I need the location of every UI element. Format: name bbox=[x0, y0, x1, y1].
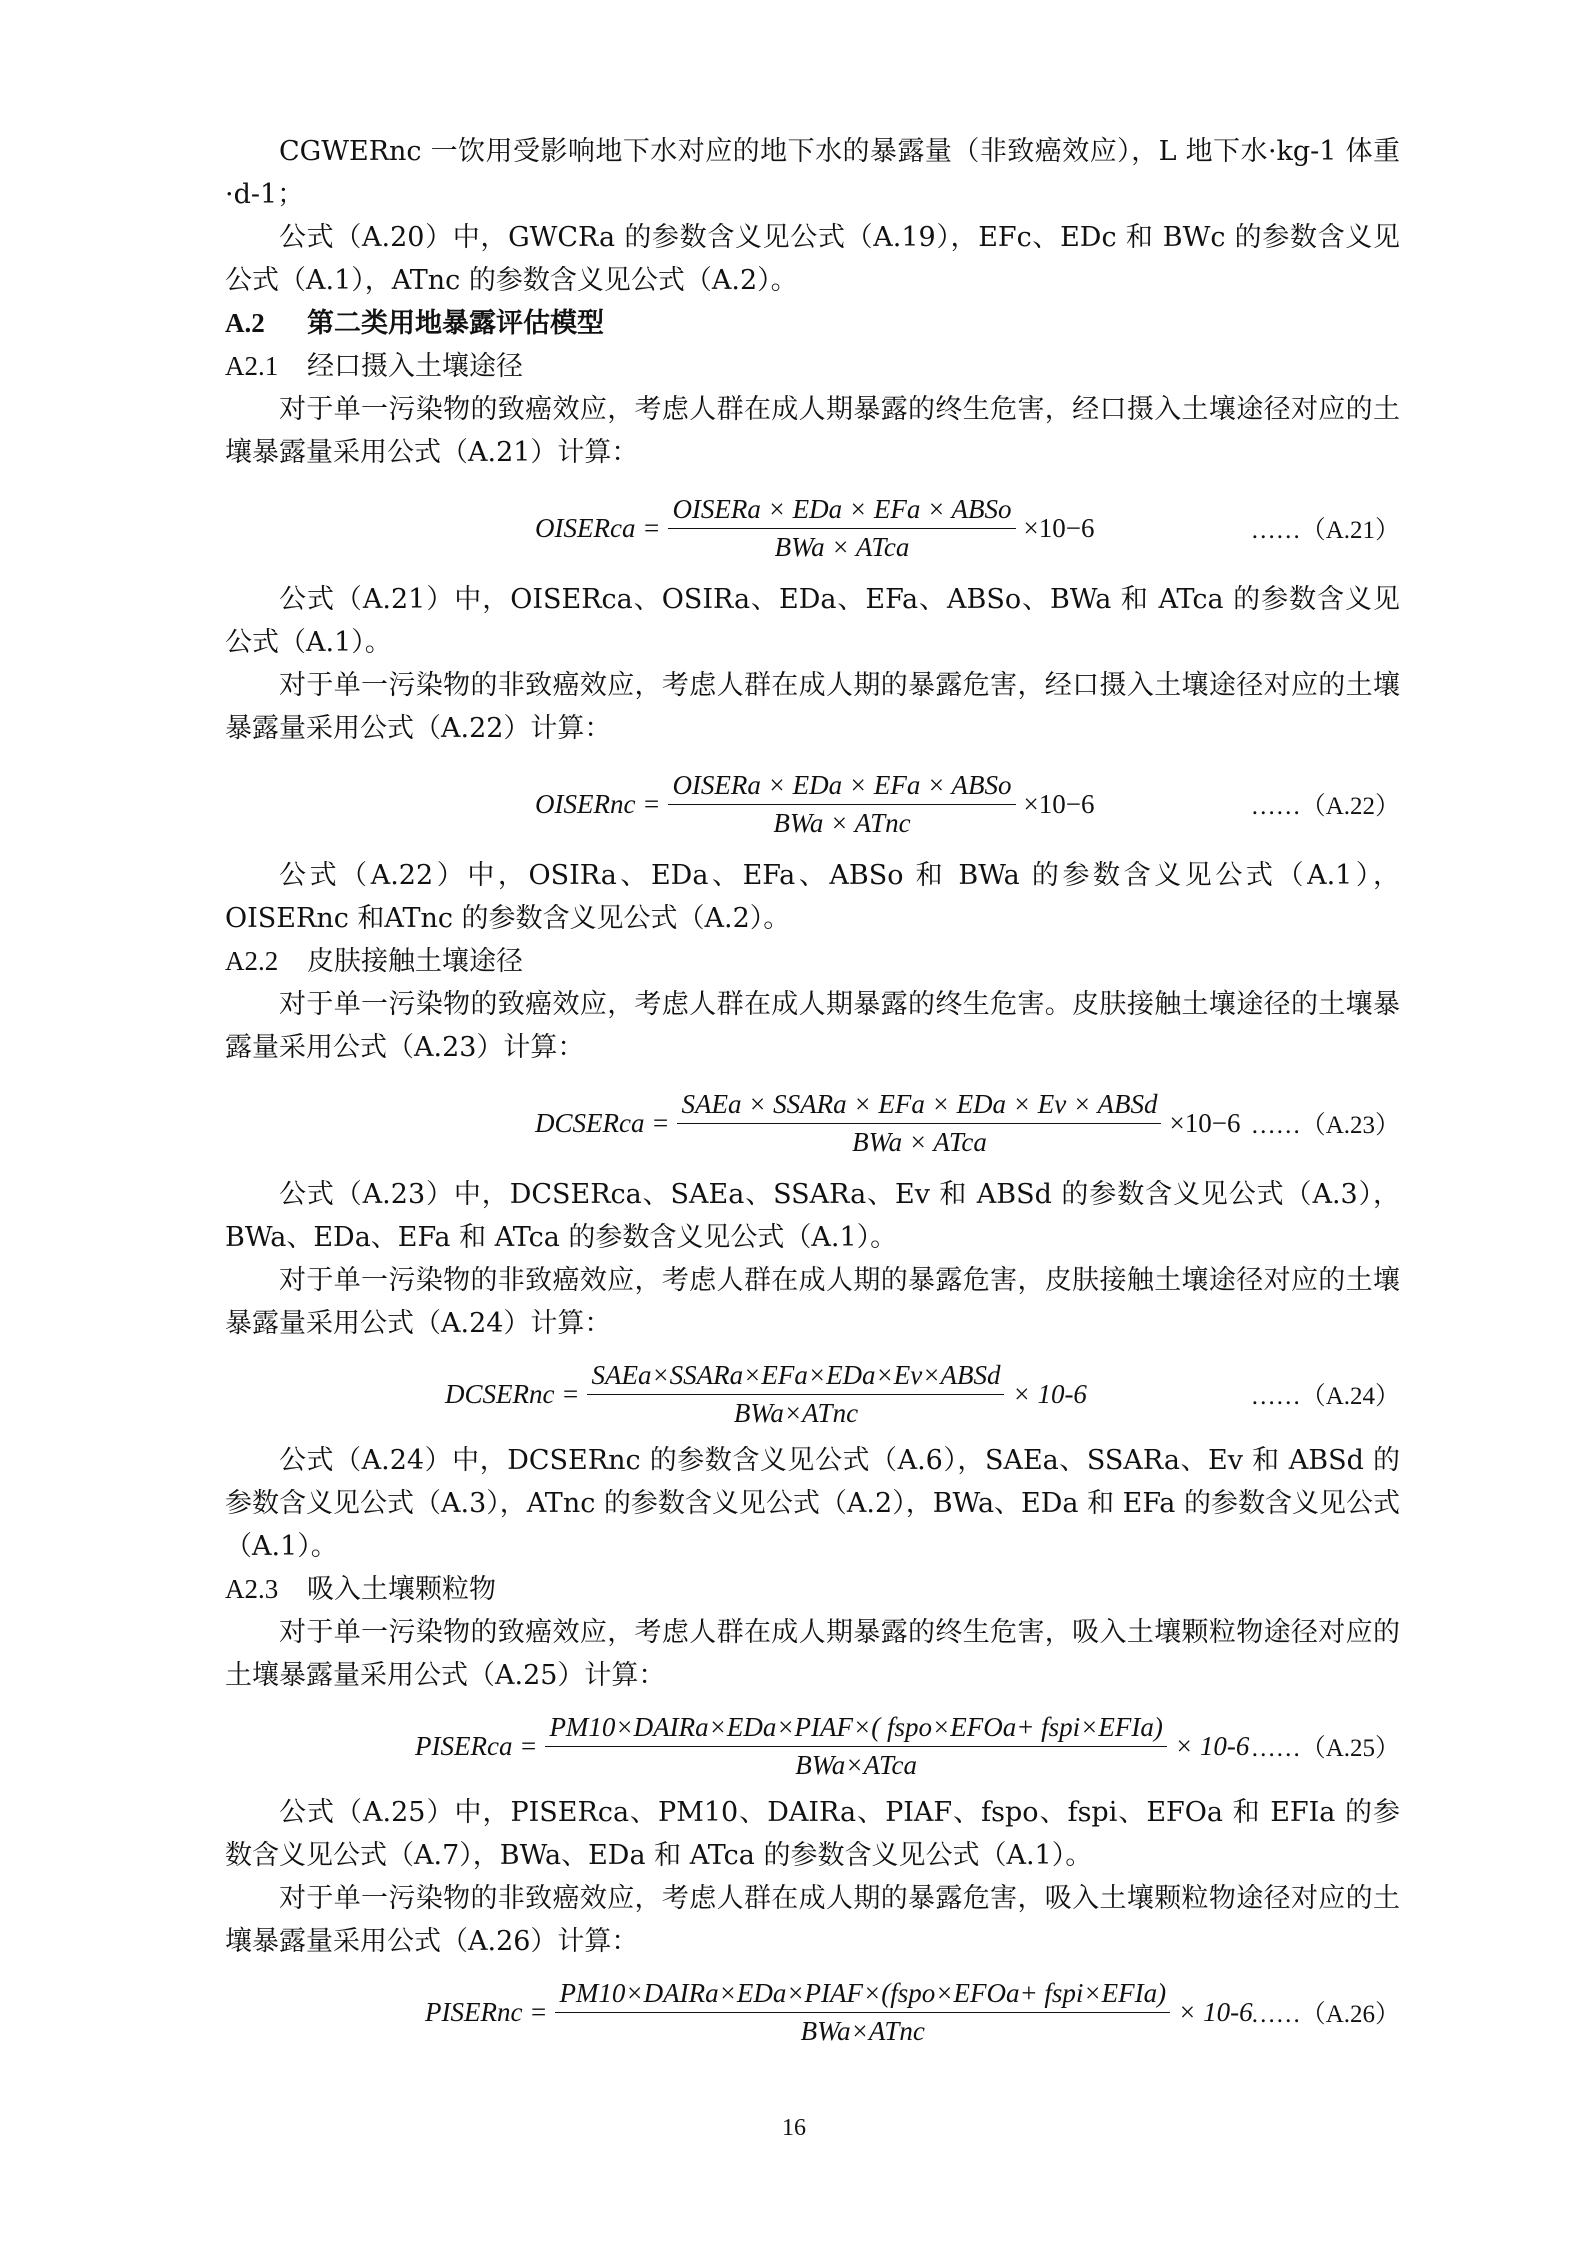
equation-a23 bbox=[225, 1077, 1400, 1169]
paragraph: 对于单一污染物的致癌效应，考虑人群在成人期暴露的终生危害。皮肤接触土壤途径的土壤暴露量采用公式（A.23）计算： bbox=[225, 989, 1400, 1063]
equation-multiplier: ×10−6 bbox=[1023, 512, 1095, 543]
section-heading-a2-1 bbox=[225, 345, 1400, 388]
equation-multiplier: ×10−6 bbox=[1169, 1107, 1241, 1138]
section-number: A.2 bbox=[225, 308, 265, 338]
equation-fraction bbox=[677, 1089, 1161, 1158]
equation-denominator: BWa×ATnc bbox=[733, 1397, 859, 1428]
equation-a21 bbox=[225, 482, 1400, 574]
equation-multiplier: × 10-6 bbox=[1012, 1378, 1087, 1409]
paragraph: 对于单一污染物的非致癌效应，考虑人群在成人期的暴露危害，吸入土壤颗粒物途径对应的土壤暴露量采用公式（A.26）计算： bbox=[225, 1883, 1400, 1957]
section-title: 经口摄入土壤途径 bbox=[307, 351, 523, 382]
equation-lhs: DCSERnc = bbox=[445, 1378, 580, 1409]
paragraph: 公式（A.23）中，DCSERca、SAEa、SSARa、Ev 和 ABSd 的参数含义见公式（A.3），BWa、EDa、EFa 和 ATca 的参数含义见公式（A.1）。 bbox=[225, 1179, 1400, 1253]
section-heading-a2-2 bbox=[225, 940, 1400, 983]
equation-tag: ……（A.26） bbox=[1250, 2001, 1400, 2028]
section-title: 第二类用地暴露评估模型 bbox=[307, 308, 604, 339]
document-page bbox=[225, 130, 1400, 2057]
equation-tag: ……（A.22） bbox=[1250, 793, 1400, 820]
section-number: A2.3 bbox=[225, 1574, 279, 1604]
equation-a24 bbox=[225, 1351, 1400, 1437]
paragraph: 公式（A.21）中，OISERca、OSIRa、EDa、EFa、ABSo、BWa 和 ATca 的参数含义见公式（A.1）。 bbox=[225, 584, 1400, 658]
equation-numerator: OISERa × EDa × EFa × ABSo bbox=[668, 494, 1015, 529]
equation-lhs: OISERca = bbox=[535, 512, 661, 543]
equation-numerator: PM10×DAIRa×EDa×PIAF×( fspo×EFOa+ fspi×EFIa) bbox=[545, 1712, 1166, 1747]
equation-lhs: OISERnc = bbox=[535, 788, 661, 819]
equation-numerator: PM10×DAIRa×EDa×PIAF×(fspo×EFOa+ fspi×EFIa) bbox=[555, 1978, 1170, 2013]
equation-denominator: BWa × ATca bbox=[852, 1126, 987, 1157]
equation-lhs: PISERca = bbox=[415, 1730, 538, 1761]
equation-a25 bbox=[225, 1703, 1400, 1789]
equation-tag: ……（A.24） bbox=[1250, 1383, 1400, 1410]
paragraph: 对于单一污染物的致癌效应，考虑人群在成人期暴露的终生危害，经口摄入土壤途径对应的土壤暴露量采用公式（A.21）计算： bbox=[225, 394, 1400, 468]
paragraph: 对于单一污染物的非致癌效应，考虑人群在成人期的暴露危害，经口摄入土壤途径对应的土壤暴露量采用公式（A.22）计算： bbox=[225, 670, 1400, 744]
paragraph: 公式（A.22）中，OSIRa、EDa、EFa、ABSo 和 BWa 的参数含义见公式（A.1），OISERnc 和ATnc 的参数含义见公式（A.2）。 bbox=[225, 860, 1400, 934]
equation-multiplier: × 10-6 bbox=[1178, 1996, 1253, 2027]
equation-numerator: SAEa×SSARa×EFa×EDa×Ev×ABSd bbox=[587, 1360, 1004, 1395]
section-heading-a2-3 bbox=[225, 1568, 1400, 1611]
equation-fraction bbox=[545, 1712, 1166, 1781]
section-title: 吸入土壤颗粒物 bbox=[307, 1574, 496, 1605]
paragraph: 对于单一污染物的非致癌效应，考虑人群在成人期的暴露危害，皮肤接触土壤途径对应的土壤暴露量采用公式（A.24）计算： bbox=[225, 1265, 1400, 1339]
equation-lhs: DCSERca = bbox=[535, 1107, 670, 1138]
paragraph: 对于单一污染物的致癌效应，考虑人群在成人期暴露的终生危害，吸入土壤颗粒物途径对应的土壤暴露量采用公式（A.25）计算： bbox=[225, 1617, 1400, 1691]
equation-denominator: BWa × ATnc bbox=[773, 807, 911, 838]
page-number: 16 bbox=[782, 2115, 806, 2141]
equation-multiplier: ×10−6 bbox=[1023, 788, 1095, 819]
equation-multiplier: × 10-6 bbox=[1174, 1730, 1250, 1761]
section-heading-a2 bbox=[225, 302, 1400, 345]
equation-fraction bbox=[587, 1360, 1004, 1429]
equation-denominator: BWa×ATca bbox=[795, 1749, 918, 1780]
paragraph: 公式（A.24）中，DCSERnc 的参数含义见公式（A.6），SAEa、SSARa、Ev 和 ABSd 的参数含义见公式（A.3），ATnc 的参数含义见公式（A.2），BWa、EDa 和 EFa 的参数含义见公式（A.1）。 bbox=[225, 1445, 1400, 1562]
equation-denominator: BWa×ATnc bbox=[800, 2015, 925, 2046]
paragraph: 公式（A.25）中，PISERca、PM10、DAIRa、PIAF、fspo、fspi、EFOa 和 EFIa 的参数含义见公式（A.7），BWa、EDa 和 ATca 的参数含义见公式（A.1）。 bbox=[225, 1797, 1400, 1871]
equation-fraction bbox=[555, 1978, 1170, 2047]
equation-tag: ……（A.23） bbox=[1250, 1112, 1400, 1139]
section-number: A2.2 bbox=[225, 946, 279, 976]
equation-numerator: SAEa × SSARa × EFa × EDa × Ev × ABSd bbox=[677, 1089, 1161, 1124]
intro-line-1: CGWERnc 一饮用受影响地下水对应的地下水的暴露量（非致癌效应），L 地下水·kg-1 体重·d-1； bbox=[225, 136, 1400, 210]
section-title: 皮肤接触土壤途径 bbox=[307, 946, 523, 977]
equation-a26 bbox=[225, 1969, 1400, 2055]
equation-tag: ……（A.25） bbox=[1250, 1735, 1400, 1762]
equation-tag: ……（A.21） bbox=[1250, 517, 1400, 544]
section-number: A2.1 bbox=[225, 351, 279, 381]
intro-line-2: 公式（A.20）中，GWCRa 的参数含义见公式（A.19），EFc、EDc 和 BWc 的参数含义见公式（A.1），ATnc 的参数含义见公式（A.2）。 bbox=[225, 222, 1400, 296]
equation-fraction bbox=[668, 770, 1015, 839]
equation-fraction bbox=[668, 494, 1015, 563]
equation-numerator: OISERa × EDa × EFa × ABSo bbox=[668, 770, 1015, 805]
equation-denominator: BWa × ATca bbox=[774, 531, 910, 562]
equation-a22 bbox=[225, 758, 1400, 850]
equation-lhs: PISERnc = bbox=[425, 1996, 548, 2027]
